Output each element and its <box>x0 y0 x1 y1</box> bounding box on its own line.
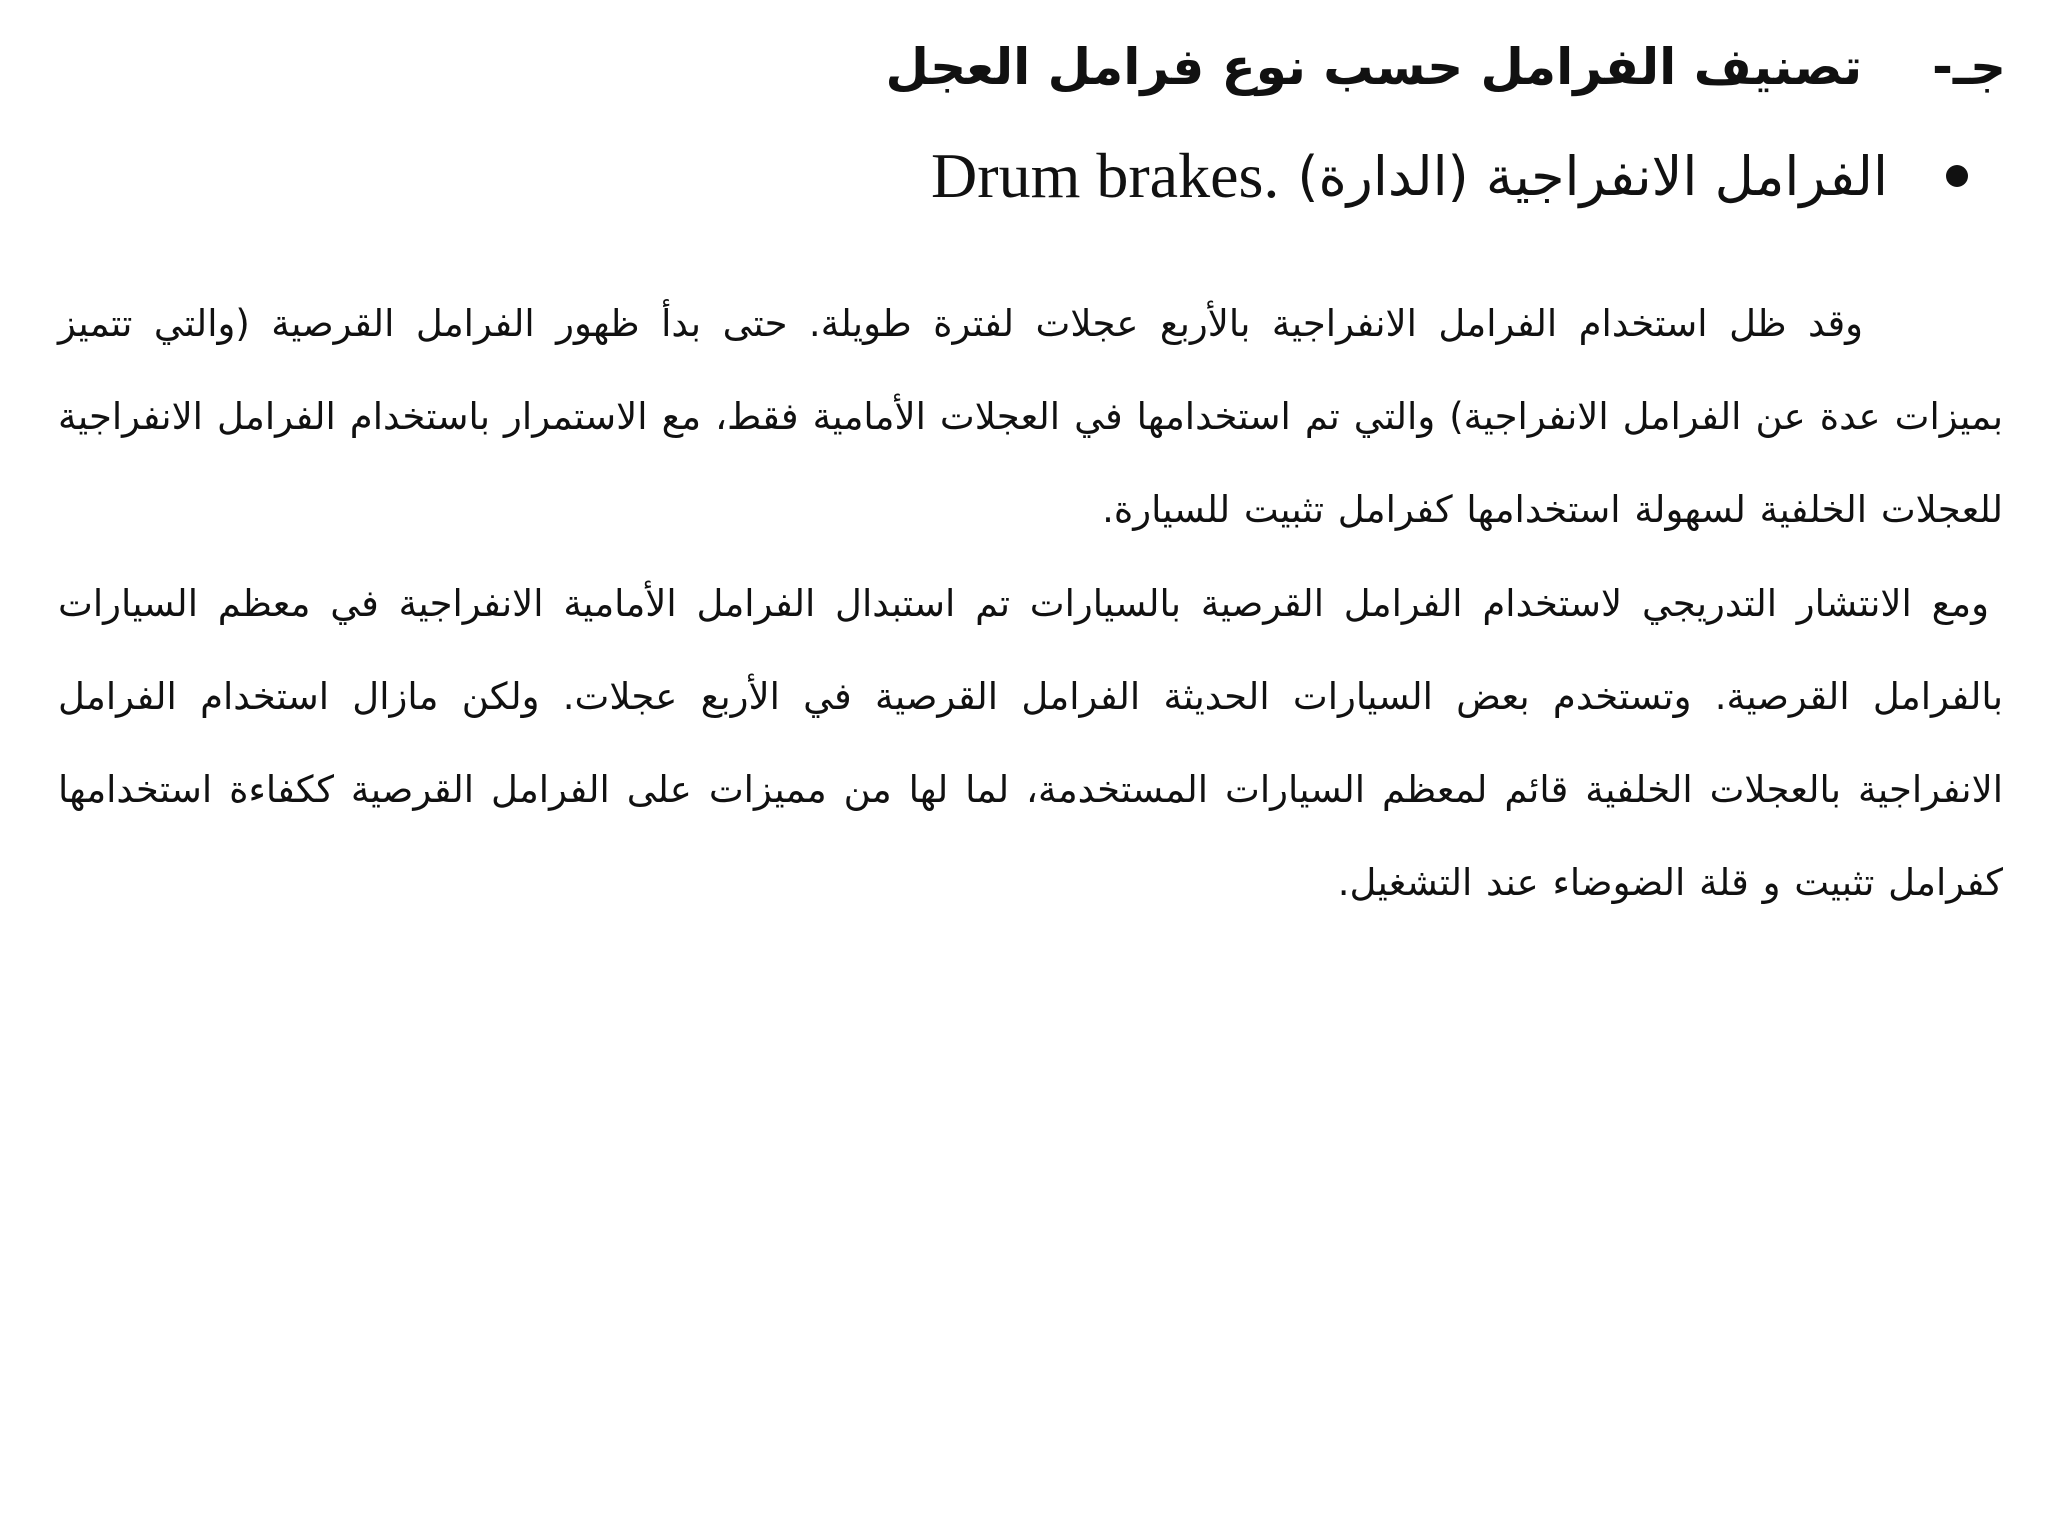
section-heading <box>885 22 2006 112</box>
bullet-text-english: Drum brakes. <box>931 140 1280 211</box>
bullet-item <box>931 128 1968 224</box>
section-title: تصنيف الفرامل حسب نوع فرامل العجل <box>885 38 1863 96</box>
paragraph-2: ومع الانتشار التدريجي لاستخدام الفرامل القرصية بالسيارات تم استبدال الفرامل الأمامية الانفراجية في معظم السيارات بالفرامل القرصية. وتستخدم بعض السيارات الحديثة الفرامل القرصية في الأربع عجلات. ولكن مازال استخدام الفرامل الانفراجية بالعجلات الخلفية قائم لمعظم السيارات المستخدمة، لما لها من مميزات على الفرامل القرصية ككفاءة استخدامها كفرامل تثبيت و قلة الضوضاء عند التشغيل. <box>58 582 2003 904</box>
bullet-icon <box>1946 165 1968 187</box>
section-marker: جـ- <box>1932 38 2006 96</box>
bullet-text-arabic: الفرامل الانفراجية (الدارة) <box>1297 144 1888 208</box>
paragraph-1: وقد ظل استخدام الفرامل الانفراجية بالأربع عجلات لفترة طويلة. حتى بدأ ظهور الفرامل القرصية (والتي تتميز بميزات عدة عن الفرامل الانفراجية) والتي تم استخدامها في العجلات الأمامية فقط، مع الاستمرار باستخدام الفرامل الانفراجية للعجلات الخلفية لسهولة استخدامها كفرامل تثبيت للسيارة. <box>58 302 2003 531</box>
